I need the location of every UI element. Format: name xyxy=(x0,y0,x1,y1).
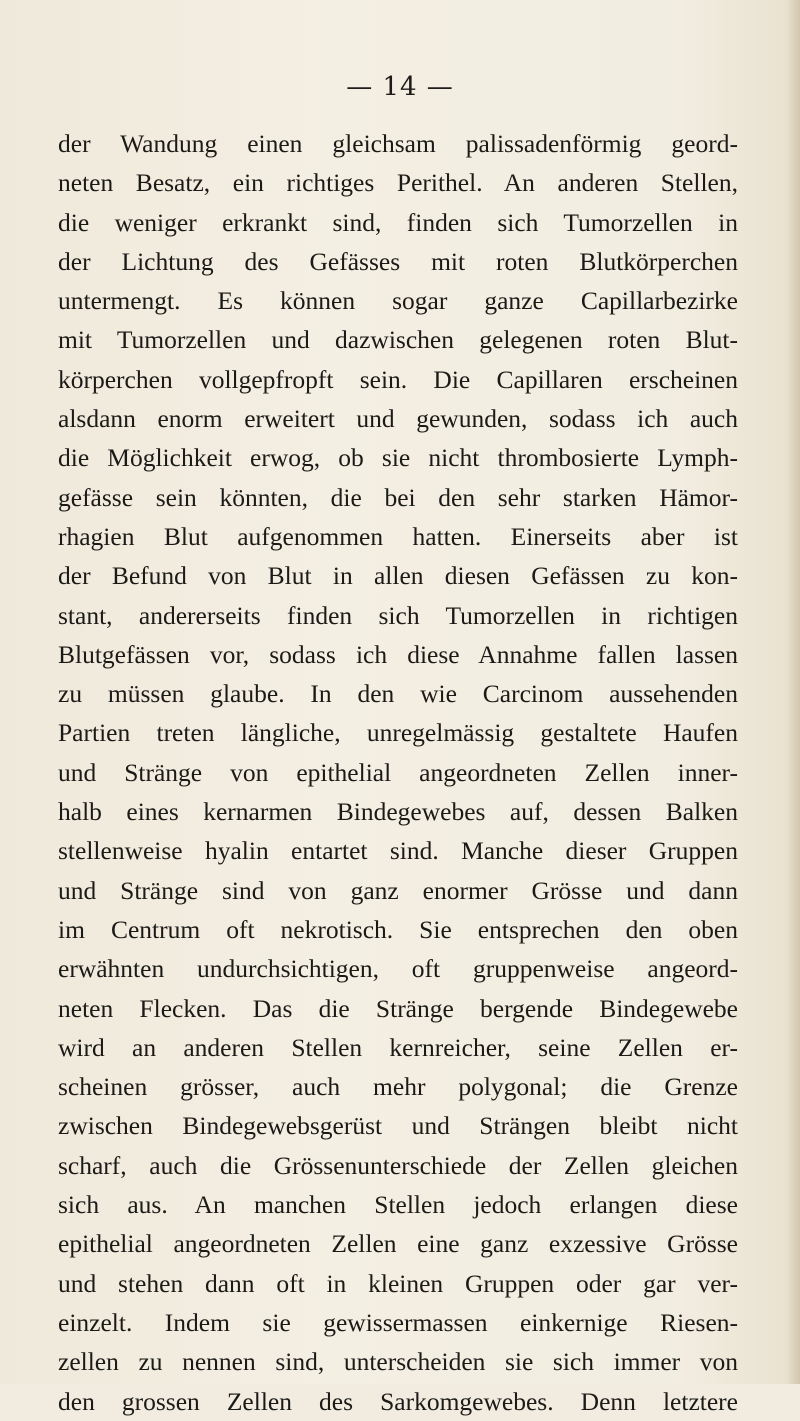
text-line: scheinen grösser, auch mehr polygonal; die Grenze xyxy=(58,1072,738,1102)
text-line: den grossen Zellen des Sarkomgewebes. Denn letztere xyxy=(58,1386,738,1416)
text-line: einzelt. Indem sie gewissermassen einkernige Riesen- xyxy=(58,1307,738,1337)
text-line: im Centrum oft nekrotisch. Sie entsprechen den oben xyxy=(58,914,738,944)
text-line: epithelial angeordneten Zellen eine ganz exzessive Grösse xyxy=(58,1229,738,1259)
text-line: der Befund von Blut in allen diesen Gefässen zu kon- xyxy=(58,561,738,591)
text-line: neten Flecken. Das die Stränge bergende Bindegewebe xyxy=(58,993,738,1023)
text-line: der Wandung einen gleichsam palissadenförmig geord- xyxy=(58,129,738,158)
text-line: erwähnten undurchsichtigen, oft gruppenweise angeord- xyxy=(58,954,738,984)
text-line: mit Tumorzellen und dazwischen gelegenen roten Blut- xyxy=(58,325,738,355)
text-line: Partien treten längliche, unregelmässig gestaltete Haufen xyxy=(58,718,738,748)
text-line: alsdann enorm erweitert und gewunden, sodass ich auch xyxy=(58,404,738,434)
body-text xyxy=(58,124,738,1421)
text-line: sich aus. An manchen Stellen jedoch erlangen diese xyxy=(58,1190,738,1220)
text-line: Blutgefässen vor, sodass ich diese Annahme fallen lassen xyxy=(58,639,738,669)
text-line: und Stränge von epithelial angeordneten Zellen inner- xyxy=(58,757,738,787)
text-line: neten Besatz, ein richtiges Perithel. An anderen Stellen, xyxy=(58,168,738,198)
text-line: rhagien Blut aufgenommen hatten. Einerseits aber ist xyxy=(58,521,738,551)
text-line: stellenweise hyalin entartet sind. Manche dieser Gruppen xyxy=(58,836,738,866)
text-line: zellen zu nennen sind, unterscheiden sie sich immer von xyxy=(58,1347,738,1377)
text-line: gefässe sein könnten, die bei den sehr starken Hämor- xyxy=(58,482,738,512)
text-line: und stehen dann oft in kleinen Gruppen oder gar ver- xyxy=(58,1268,738,1298)
text-line: halb eines kernarmen Bindegewebes auf, dessen Balken xyxy=(58,797,738,827)
text-line: wird an anderen Stellen kernreicher, seine Zellen er- xyxy=(58,1032,738,1062)
page-edge-shadow xyxy=(786,0,800,1384)
text-line: und Stränge sind von ganz enormer Grösse und dann xyxy=(58,875,738,905)
text-line: scharf, auch die Grössenunterschiede der Zellen gleichen xyxy=(58,1150,738,1180)
text-line: zu müssen glaube. In den wie Carcinom aussehenden xyxy=(58,679,738,709)
text-line: zwischen Bindegewebsgerüst und Strängen bleibt nicht xyxy=(58,1111,738,1141)
text-line: untermengt. Es können sogar ganze Capillarbezirke xyxy=(58,286,738,316)
text-line: stant, andererseits finden sich Tumorzellen in richtigen xyxy=(58,600,738,630)
text-line: der Lichtung des Gefässes mit roten Blutkörperchen xyxy=(58,246,738,276)
text-line: die Möglichkeit erwog, ob sie nicht thrombosierte Lymph- xyxy=(58,443,738,473)
text-line: körperchen vollgepfropft sein. Die Capillaren erscheinen xyxy=(58,364,738,394)
text-line: die weniger erkrankt sind, finden sich Tumorzellen in xyxy=(58,207,738,237)
page-number: — 14 — xyxy=(346,72,454,102)
